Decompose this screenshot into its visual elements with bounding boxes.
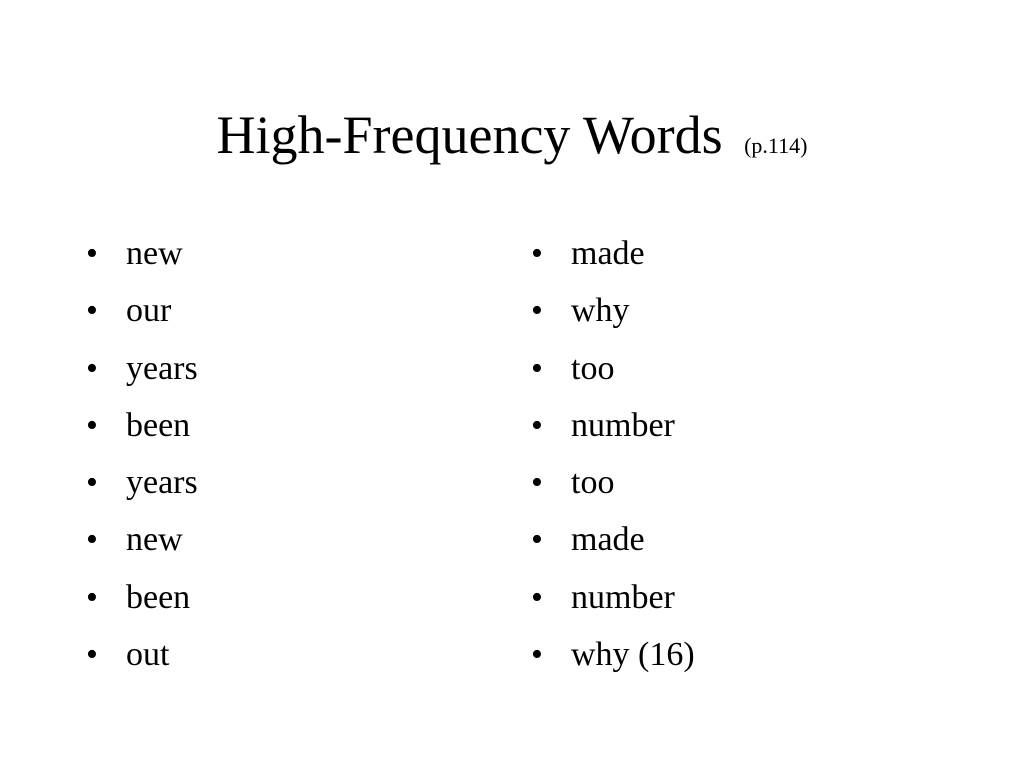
title-page-reference: (p.114) — [744, 133, 808, 158]
bullet-icon: • — [86, 406, 98, 444]
list-item — [86, 340, 198, 397]
word-text: why (16) — [571, 636, 695, 674]
list-item — [86, 454, 198, 511]
word-text: been — [126, 406, 191, 444]
word-text: number — [571, 578, 675, 616]
word-text: made — [571, 235, 645, 272]
list-item — [86, 225, 198, 282]
list-item — [86, 569, 198, 626]
list-item — [531, 397, 695, 454]
list-item — [531, 282, 695, 339]
list-item — [531, 340, 695, 397]
word-text: made — [571, 521, 645, 559]
list-item — [531, 626, 695, 683]
bullet-icon: • — [531, 349, 543, 387]
bullet-icon: • — [531, 636, 543, 674]
title-main: High-Frequency Words — [216, 105, 723, 165]
list-item — [86, 511, 198, 568]
bullet-icon: • — [531, 406, 543, 444]
word-text: years — [126, 464, 198, 502]
word-text: number — [571, 406, 675, 444]
word-text: been — [126, 578, 191, 616]
word-text: new — [126, 235, 183, 272]
bullet-icon: • — [86, 636, 98, 674]
bullet-icon: • — [86, 349, 98, 387]
bullet-icon: • — [86, 292, 98, 330]
list-item — [531, 511, 695, 568]
list-item — [86, 282, 198, 339]
bullet-icon: • — [531, 235, 543, 272]
word-text: our — [126, 292, 172, 330]
word-list-left — [86, 225, 198, 683]
word-list-right — [531, 225, 695, 683]
bullet-icon: • — [86, 578, 98, 616]
list-item — [86, 626, 198, 683]
bullet-icon: • — [86, 464, 98, 502]
word-text: why — [571, 292, 630, 330]
bullet-icon: • — [531, 521, 543, 559]
list-item — [531, 225, 695, 282]
word-text: years — [126, 349, 198, 387]
bullet-icon: • — [86, 235, 98, 272]
list-item — [531, 454, 695, 511]
list-item — [531, 569, 695, 626]
word-text: too — [571, 349, 615, 387]
bullet-icon: • — [531, 464, 543, 502]
bullet-icon: • — [86, 521, 98, 559]
word-text: out — [126, 636, 170, 674]
slide-title — [0, 100, 1024, 181]
bullet-icon: • — [531, 292, 543, 330]
list-item — [86, 397, 198, 454]
word-text: new — [126, 521, 183, 559]
word-text: too — [571, 464, 615, 502]
bullet-icon: • — [531, 578, 543, 616]
